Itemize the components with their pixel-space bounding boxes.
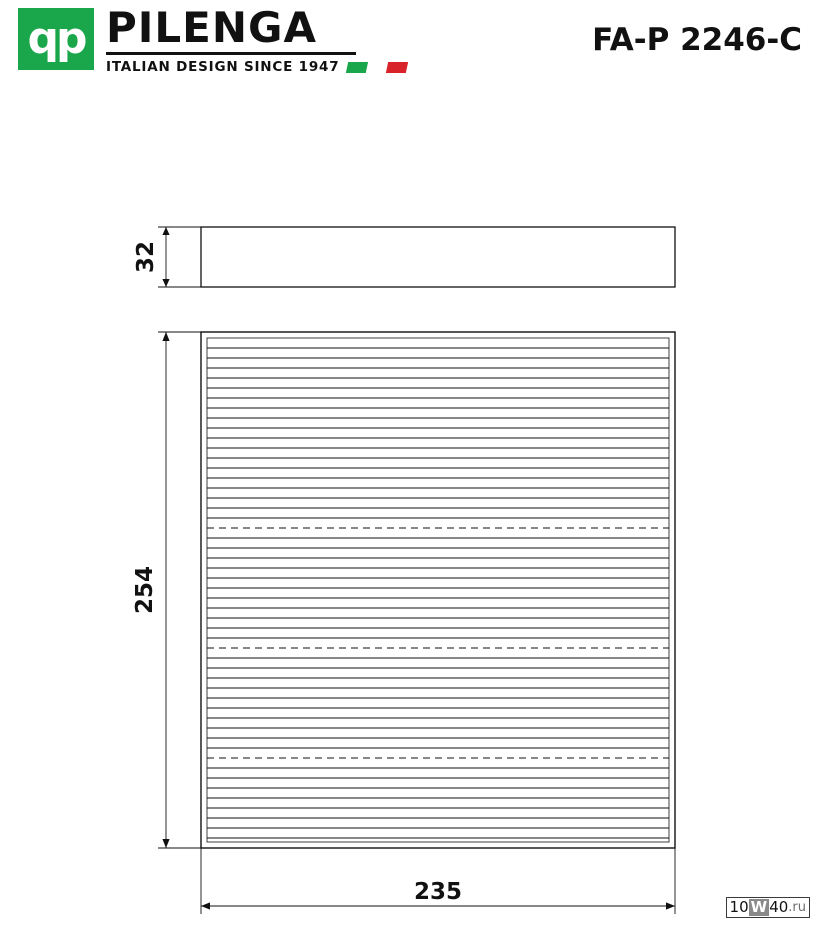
watermark xyxy=(726,897,810,918)
front-view-height-dimension xyxy=(158,332,201,848)
logo-mark-text: qp xyxy=(27,13,85,64)
page-header xyxy=(0,0,820,96)
logo-mark-icon xyxy=(18,8,94,70)
italian-flag-icon xyxy=(346,62,408,73)
watermark-suffix: 40 xyxy=(769,898,789,916)
front-view-height-label: 254 xyxy=(132,565,158,615)
brand-tagline: ITALIAN DESIGN SINCE 1947 xyxy=(106,59,340,75)
side-view-height-label: 32 xyxy=(133,240,159,274)
brand-tagline-row xyxy=(106,59,407,75)
brand-divider xyxy=(106,52,356,55)
front-view xyxy=(201,332,675,848)
side-view-height-dimension xyxy=(158,227,201,287)
part-number: FA-P 2246-C xyxy=(592,22,802,58)
watermark-domain: .ru xyxy=(788,900,806,915)
brand-name: PILENGA xyxy=(106,3,317,52)
brand-logo xyxy=(18,3,407,77)
side-view xyxy=(201,227,675,287)
front-view-width-label: 235 xyxy=(413,879,463,905)
brand-text-block xyxy=(106,3,407,75)
watermark-w: W xyxy=(750,898,768,916)
flag-stripe-red xyxy=(386,62,408,73)
watermark-prefix: 10 xyxy=(729,898,749,916)
technical-drawing xyxy=(0,96,820,928)
